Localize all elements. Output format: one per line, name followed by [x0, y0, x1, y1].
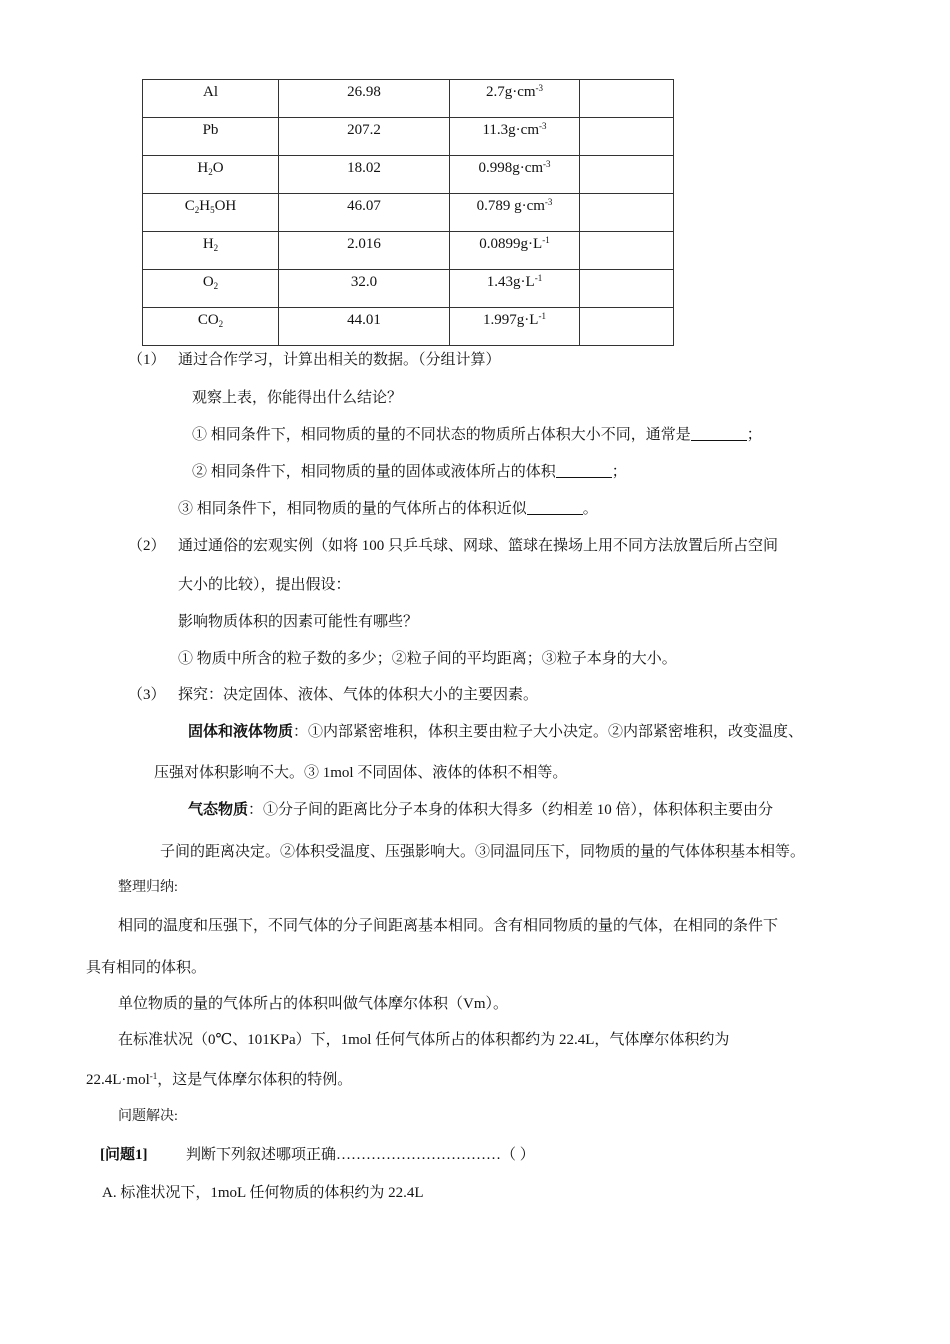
- table-cell: 18.02: [279, 156, 450, 194]
- section-2-text-line2: 大小的比较），提出假设：: [178, 577, 351, 593]
- table-cell: $2.7g\cdot cm^{-3}$: [450, 80, 580, 118]
- section-1-text: 通过合作学习，计算出相关的数据。（分组计算）: [178, 352, 501, 368]
- summary-paragraph-3a: 在标准状况（0℃、101KPa）下，1mol 任何气体所占的体积都约为 22.4L，气体摩尔体积约为: [118, 1032, 730, 1048]
- fill-blank[interactable]: [527, 499, 583, 515]
- table-cell: $H_2$: [143, 232, 279, 270]
- table-cell: 0.789 $g\cdot cm^{-3}$: [450, 194, 580, 232]
- section-3-number: （3）: [128, 687, 166, 703]
- table-cell: 32.0: [279, 270, 450, 308]
- table-cell: $O_2$: [143, 270, 279, 308]
- conclusion-2: ② 相同条件下，相同物质的量的固体或液体所占的体积 ；: [192, 464, 627, 480]
- table-row: [143, 308, 674, 346]
- section-2-answer: ① 物质中所含的粒子数的多少；②粒子间的平均距离；③粒子本身的大小。: [178, 651, 677, 667]
- table-cell: [580, 194, 674, 232]
- problem-heading: 问题解决:: [118, 1109, 178, 1124]
- fill-blank[interactable]: [691, 425, 747, 441]
- table-cell: [580, 270, 674, 308]
- table-cell: Pb: [143, 118, 279, 156]
- table-row: [143, 194, 674, 232]
- table-cell: [580, 118, 674, 156]
- summary-paragraph-1b: 具有相同的体积。: [86, 960, 207, 976]
- solid-liquid-line2: 压强对体积影响不大。③ 1mol 不同固体、液体的体积不相等。: [154, 765, 568, 781]
- section-2-number: （2）: [128, 538, 166, 554]
- fill-blank[interactable]: [556, 462, 612, 478]
- table-cell: $11.3g\cdot cm^{-3}$: [450, 118, 580, 156]
- summary-paragraph-2: 单位物质的量的气体所占的体积叫做气体摩尔体积（Vm）。: [118, 996, 509, 1012]
- conclusion-3: ③ 相同条件下，相同物质的量的气体所占的体积近似 。: [178, 501, 598, 517]
- table-cell: $1.43g\cdot L^{-1}$: [450, 270, 580, 308]
- data-table: [142, 79, 674, 346]
- summary-paragraph-3b: 22.4L·mol$^{-1}$，这是气体摩尔体积的特例。: [86, 1071, 353, 1088]
- table-cell: 46.07: [279, 194, 450, 232]
- table-cell: Al: [143, 80, 279, 118]
- conclusion-1: ① 相同条件下，相同物质的量的不同状态的物质所占体积大小不同，通常是 ；: [192, 427, 762, 443]
- table-cell: $H_2O$: [143, 156, 279, 194]
- table-cell: 207.2: [279, 118, 450, 156]
- table-cell: $0.0899g\cdot L^{-1}$: [450, 232, 580, 270]
- table-row: [143, 118, 674, 156]
- table-row: [143, 80, 674, 118]
- section-1-question: 观察上表，你能得出什么结论？: [192, 390, 403, 406]
- gas-line1: 气态物质：①分子间的距离比分子本身的体积大得多（约相差 10 倍），体积体积主要由分: [188, 802, 774, 818]
- table-row: [143, 270, 674, 308]
- table-cell: 26.98: [279, 80, 450, 118]
- section-3-text: 探究：决定固体、液体、气体的体积大小的主要因素。: [178, 687, 539, 703]
- table-cell: [580, 156, 674, 194]
- gas-line2: 子间的距离决定。②体积受温度、压强影响大。③同温同压下，同物质的量的气体体积基本相等。: [160, 844, 806, 860]
- table-cell: 2.016: [279, 232, 450, 270]
- table-cell: [580, 308, 674, 346]
- summary-paragraph-1a: 相同的温度和压强下，不同气体的分子间距离基本相同。含有相同物质的量的气体，在相同的条件下: [118, 918, 779, 934]
- table-cell: $CO_2$: [143, 308, 279, 346]
- table-cell: 44.01: [279, 308, 450, 346]
- table-cell: $1.997g\cdot L^{-1}$: [450, 308, 580, 346]
- table-row: [143, 156, 674, 194]
- table-row: [143, 232, 674, 270]
- table-cell: $0.998g\cdot cm^{-3}$: [450, 156, 580, 194]
- solid-liquid-line1: 固体和液体物质：①内部紧密堆积，体积主要由粒子大小决定。②内部紧密堆积，改变温度、: [188, 724, 804, 740]
- problem-label: [问题1]: [100, 1147, 148, 1163]
- table-cell: [580, 232, 674, 270]
- problem-option-a: A. 标准状况下，1moL 任何物质的体积约为 22.4L: [102, 1185, 424, 1201]
- problem-text: 判断下列叙述哪项正确……………………………（ ）: [186, 1147, 535, 1163]
- section-1-number: （1）: [128, 352, 166, 368]
- summary-heading: 整理归纳:: [118, 880, 178, 895]
- section-2-text-line1: 通过通俗的宏观实例（如将 100 只乒乓球、网球、篮球在操场上用不同方法放置后所占空间: [178, 538, 779, 554]
- table-cell: [580, 80, 674, 118]
- table-cell: $C_2H_5OH$: [143, 194, 279, 232]
- section-2-question: 影响物质体积的因素可能性有哪些？: [178, 614, 419, 630]
